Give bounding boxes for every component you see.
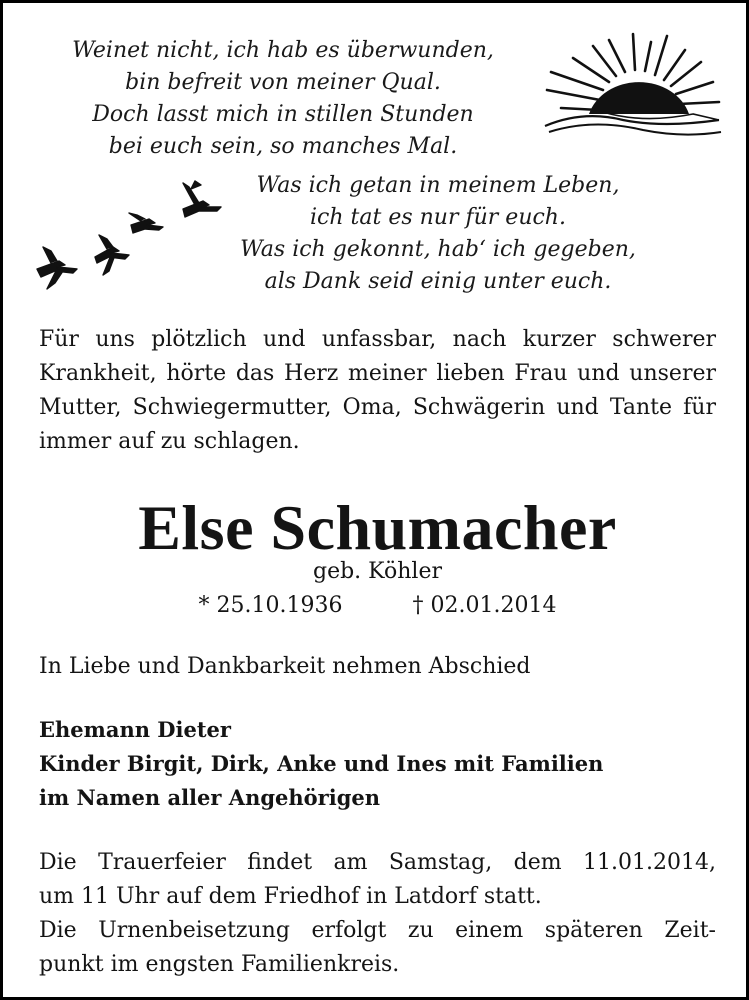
farewell-text: In Liebe und Dankbarkeit nehmen Abschied <box>39 654 531 679</box>
poem-stanza-1 <box>33 35 533 163</box>
poem-stanza-2 <box>203 170 673 298</box>
service-line: um 11 Uhr auf dem Friedhof in Latdorf statt. <box>39 884 542 909</box>
poem-line: Doch lasst mich in stillen Stunden <box>92 102 474 127</box>
service-info <box>39 846 716 982</box>
poem-line: Was ich gekonnt, hab‘ ich gegeben, <box>240 237 636 262</box>
service-line: Die Urnenbeisetzung erfolgt zu einem späteren Zeit- <box>39 918 716 943</box>
service-line: Die Trauerfeier findet am Samstag, dem 11.01.2014, <box>39 850 716 875</box>
poem-line: ich tat es nur für euch. <box>310 205 566 230</box>
service-line: punkt im engsten Familienkreis. <box>39 952 400 977</box>
death-date: † 02.01.2014 <box>412 593 557 618</box>
mourner-line: Ehemann Dieter <box>39 717 231 742</box>
maiden-name: geb. Köhler <box>312 559 442 584</box>
flying-cranes-icon <box>33 175 233 295</box>
mourners-list <box>39 713 603 815</box>
poem-line: als Dank seid einig unter euch. <box>264 269 612 294</box>
birth-date: * 25.10.1936 <box>198 593 343 618</box>
poem-line: bei euch sein, so manches Mal. <box>108 134 458 159</box>
deceased-name: Else Schumacher <box>138 492 617 563</box>
mourner-line: im Namen aller Angehörigen <box>39 785 381 810</box>
poem-line: Was ich getan in meinem Leben, <box>256 173 620 198</box>
intro-text: Für uns plötzlich und unfassbar, nach kurzer schwerer Krankheit, hörte das Herz meiner lieben Frau und unserer Mutter, Schwiegermutter, Oma, Schwägerin und Tante für immer auf zu schlagen. <box>39 327 716 454</box>
mourner-line: Kinder Birgit, Dirk, Anke und Ines mit Familien <box>39 751 604 776</box>
poem-line: bin befreit von meiner Qual. <box>125 70 441 95</box>
sunset-over-hills-icon <box>543 28 723 146</box>
poem-line: Weinet nicht, ich hab es überwunden, <box>72 38 494 63</box>
life-dates <box>3 591 749 621</box>
